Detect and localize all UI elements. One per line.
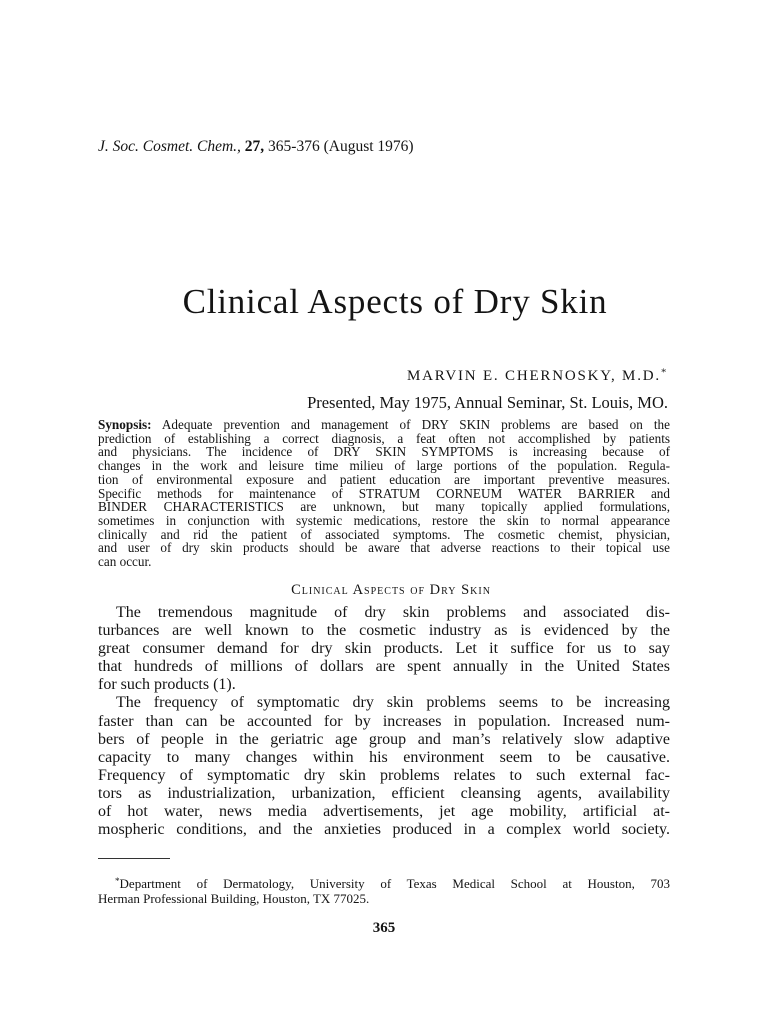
- article-title: Clinical Aspects of Dry Skin: [182, 282, 608, 321]
- paragraph: [98, 694, 670, 839]
- paragraph-line: of hot water, news media advertisements, jet age mobility, artificial at-: [98, 803, 670, 821]
- footnote-rule: [98, 858, 170, 859]
- paragraph-line: faster than can be accounted for by increases in population. Increased num-: [98, 712, 670, 730]
- synopsis: [98, 418, 670, 569]
- section-heading: Clinical Aspects of Dry Skin: [291, 582, 491, 598]
- footnote-line: [98, 876, 670, 891]
- footnote-line: Herman Professional Building, Houston, TX 77025.: [98, 891, 370, 906]
- synopsis-line: [98, 418, 670, 432]
- synopsis-label: Synopsis:: [98, 417, 152, 432]
- paragraph-line: tors as industrialization, urbanization, efficient cleansing agents, availability: [98, 784, 670, 802]
- paragraph-line: that hundreds of millions of dollars are spent annually in the United States: [98, 658, 670, 676]
- paragraph-line: great consumer demand for dry skin products. Let it suffice for us to say: [98, 640, 670, 658]
- footnote-marker: *: [115, 875, 120, 886]
- footnote: [98, 876, 670, 906]
- synopsis-line-text: Adequate prevention and management of DRY SKIN problems are based on the: [161, 417, 670, 432]
- paragraph-line: The frequency of symptomatic dry skin problems seems to be increasing: [116, 694, 670, 712]
- paragraph-line: mospheric conditions, and the anxieties produced in a complex world society.: [98, 821, 670, 839]
- synopsis-line: Specific methods for maintenance of STRATUM CORNEUM WATER BARRIER and: [98, 485, 670, 501]
- synopsis-line: and user of dry skin products should be aware that adverse reactions to their topical use: [98, 540, 670, 556]
- paragraph: [98, 604, 670, 694]
- author-footnote-marker: *: [660, 367, 668, 379]
- author-name: MARVIN E. CHERNOSKY, M.D.: [406, 368, 661, 384]
- synopsis-line: can occur.: [98, 554, 152, 570]
- synopsis-line: clinically and rid the patient of associated symptoms. The cosmetic chemist, physician,: [98, 526, 670, 542]
- footnote-line-text: Department of Dermatology, University of Texas Medical School at Houston, 703: [119, 876, 670, 891]
- journal-name: J. Soc. Cosmet. Chem.,: [98, 138, 241, 155]
- paragraph-line: capacity to many changes within his environment seem to be causative.: [98, 748, 670, 766]
- synopsis-line: and physicians. The incidence of DRY SKIN SYMPTOMS is increasing because of: [98, 444, 670, 460]
- synopsis-line: changes in the work and leisure time milieu of large portions of the population. Regula-: [98, 458, 670, 474]
- volume-number: 27,: [244, 138, 265, 155]
- synopsis-line: sometimes in conjunction with systemic medications, restore the skin to normal appearance: [98, 512, 670, 528]
- paragraph-line: for such products (1).: [98, 676, 236, 694]
- journal-citation: [98, 138, 414, 156]
- synopsis-line: prediction of establishing a correct diagnosis, a feat often not accomplished by patients: [98, 430, 670, 446]
- synopsis-line: tion of environmental exposure and patient education are important preventive measures.: [98, 471, 670, 487]
- page-number: 365: [372, 920, 396, 936]
- paragraph-line: The tremendous magnitude of dry skin problems and associated dis-: [116, 604, 670, 621]
- synopsis-line: BINDER CHARACTERISTICS are unknown, but many topically applied formulations,: [98, 499, 670, 515]
- page-range-date: 365-376 (August 1976): [268, 138, 414, 155]
- author-line: [407, 367, 668, 385]
- presentation-info: Presented, May 1975, Annual Seminar, St. Louis, MO.: [307, 393, 668, 412]
- paragraph-line: Frequency of symptomatic dry skin problems relates to such external fac-: [98, 766, 670, 784]
- body-text: [98, 604, 670, 839]
- paragraph-line: bers of people in the geriatric age group and man’s relatively slow adaptive: [98, 730, 670, 748]
- paragraph-line: turbances are well known to the cosmetic industry as is evidenced by the: [98, 622, 670, 640]
